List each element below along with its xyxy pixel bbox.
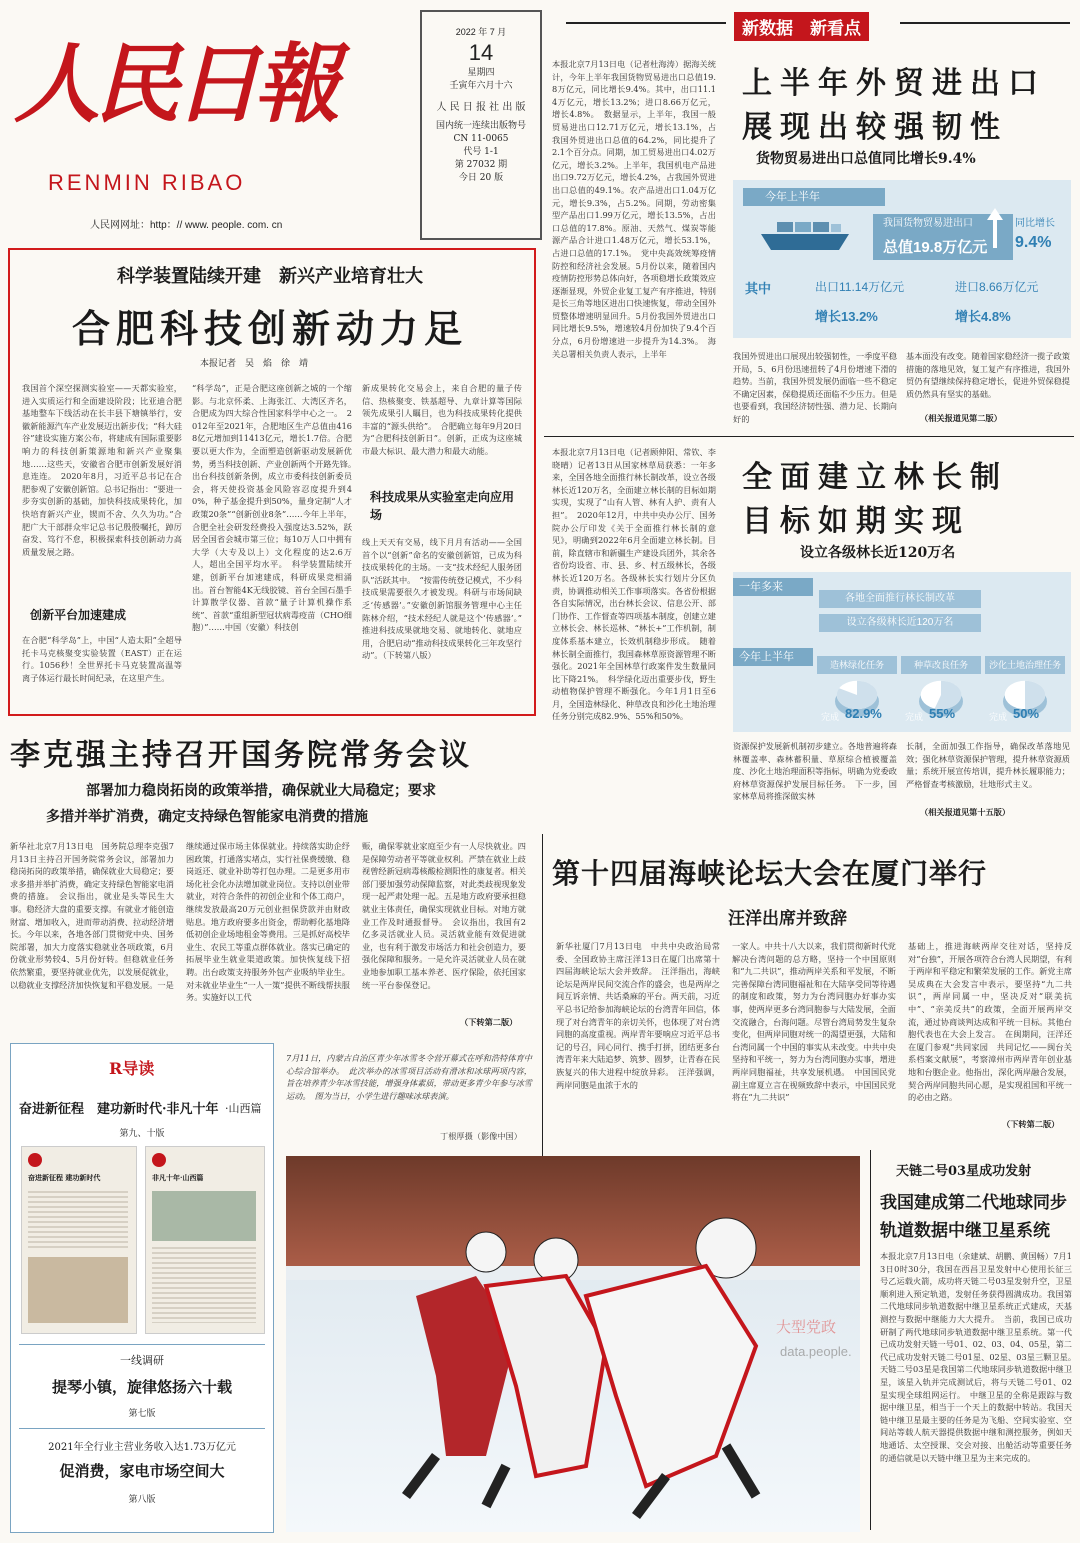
trade-growth-value: 9.4% [1015, 234, 1052, 251]
lead-column-3b: 线上天天有交易，线下月月有活动——全国首个以“创新”命名的安徽创新馆，已成为科技成果转化的主场。一支“技术经纪人服务团队”活跃其中。 “按需传统登记模式，不少科技成果需要很久才被发现。科研与市场间缺乏‘传感器’。”安徽创新馆服务管理中心主任陈林介绍，“技术经纪人就是这个‘传感器’。” 推进科技成果就地交易、就地转化、就地应用，合肥启动“推动科技成果转化三年攻坚行动”。（下转第八版） [362, 537, 531, 661]
trade-subhead: 货物贸易进出口总值同比增长9.4% [756, 151, 976, 167]
masthead-logo: 人民日報 [14, 34, 334, 135]
guide-logo: R导读 [109, 1059, 155, 1078]
strait-continued[interactable]: （下转第二版） [1002, 1119, 1060, 1129]
guide-item-3-kicker: 2021年全行业主营业务收入达1.73万亿元 [48, 1442, 236, 1453]
strait-column-2: 一家人。中共十八大以来，我们贯彻新时代党解决台湾问题的总方略，坚持一个中国原则和“九二共识”，推动两岸关系和平发展，不断完善保障台湾同胞福祉和在大陆享受同等待遇的制度和政策，努力为台湾同胞办好事办实事，使两岸更多台湾同胞参与大陆发展，全面交流融合，台海问题。尽管台湾局势发生复杂变化，但两岸同胞对统一的渴望更强，大陆和台湾同属一个中国的事实从未改变。中共中央坚持和平统一，努力为台湾同胞办实事，增进两岸同胞福祉，共享发展机遇。 中国国民党副主席夏立言在视频致辞中表示，中国国民党将在“九二共识” [732, 941, 896, 1103]
forest-column-2: 资源保护发展新机制初步建立。各地普遍将森林覆盖率、森林蓄积量、草原综合植被覆盖度、沙化土地治理面积等指标，明确为党委政府林草资源保护发展目标任务。 下一步，国家林草局将推深做实林 [733, 741, 897, 802]
forest-task-value: 82.9% [845, 706, 882, 721]
forest-info-label-1: 一年多来 [733, 578, 813, 596]
strait-forum-headline[interactable]: 第十四届海峡论坛大会在厦门举行 [552, 857, 988, 890]
state-council-continued[interactable]: （下转第二版） [460, 1017, 518, 1027]
divider [19, 1428, 265, 1429]
thumbnail-photo [28, 1257, 128, 1323]
forest-task-done-label: 完成 [989, 712, 1008, 722]
watermark-text-2: data.people. [780, 1344, 852, 1359]
satellite-kicker: 天链二号03星成功发射 [896, 1164, 1032, 1179]
forest-headline-line1[interactable]: 全面建立林长制 [742, 460, 1008, 495]
cargo-ship-icon [757, 218, 853, 254]
divider [544, 436, 1074, 437]
issue-cn: CN 11-0065 [453, 134, 509, 144]
divider [870, 1150, 871, 1530]
trade-info-label: 今年上半年 [743, 188, 885, 206]
date-weekday: 星期四 [467, 68, 495, 78]
forest-infographic [733, 572, 1071, 732]
forest-task-done-label: 完成 [905, 712, 924, 722]
satellite-body: 本报北京7月13日电（余建斌、胡鹏、黄国畅）7月13日0时30分，我国在西昌卫星发射中心使用长征三号乙运载火箭，成功将天链二号03星发射升空，卫星顺利进入预定轨道，发射任务获得圆满成功。我国第二代地球同步轨道数据中继卫星系统正式建成，天基测控与数据中继能力大大提升。 当前，我国已成功研制了两代地球同步轨道数据中继卫星系统。第一代已成功发射天链一号01、02、03、04、05星，第二代已成功发射天链二号01星、02星、03星三颗卫星。 天链二号03星是我国第二代地球同步轨道数据中继卫星，该星入轨并完成测试后，将与天链二号01、02星实现全球组网运行。 中继卫星的全称是跟踪与数据中继卫星，相当于一个天上的数据中转站。我国天链中继卫星最主要的任务是为飞船、空间实验室、空间站等载人航天器提供数据中继和测控服务，例如天地通话、太空授课、交会对接、出舱活动等重要任务的通信就是以天链中继卫星为主来完成的。 [880, 1251, 1080, 1463]
trade-column-3: 基本面没有改变。随着国家稳经济一揽子政策措施的落地见效，复工复产有序推进，我国外贸仍有望继续保持稳定增长，促进外贸保稳提质仍然具有坚实的基础。 [906, 351, 1070, 399]
state-council-column-3: 赈，确保零就业家庭至少有一人尽快就业。四是保障劳动者平等就业权利。严禁在就业上歧视曾经新冠病毒核酸检测阳性的康复者。相关部门要加强劳动保障监察，对此类歧视现象发现一起严肃处理一起。五是地方政府要承担稳就业主体责任，确保实现就业目标。对地方就业工作及时通报督导。 会议指出，我国有2亿多灵活就业人员。灵活就业能有效促进就业，也有利于激发市场活力和社会创造力，要强化保障和服务。一是允许灵活就业人员在就业地参加职工基本养老、医疗保险，依托国家统一平台参保登记。 [362, 841, 526, 990]
date-lunar: 壬寅年六月十六 [449, 81, 513, 91]
party-emblem-icon [152, 1153, 166, 1167]
strait-column-3: 基础上，推进海峡两岸交往对话，坚持反对“台独”，开展各项符合台湾人民期望，有利于两岸和平稳定和繁荣发展的工作。新党主席吴成典在大会发言中表示，要坚持“九二共识”，两岸同属一中，坚决反对“联美抗中”、“亲美反共”的政策，全面开展两岸交流，通过协商谈判达成和平统一目标。其他台胞代表也在大会上发言。 在闽期间，汪洋还在厦门参观“共同家园 共同记忆——闽台关系档案文献展”，考察漳州市两岸青年创业基地和台胞企业。他指出，深化两岸融合发展，契合两岸同胞共同心愿，是实现祖国和平统一的必由之路。 [908, 941, 1072, 1103]
state-council-headline[interactable]: 李克强主持召开国务院常务会议 [10, 738, 472, 773]
lead-column-2: “科学岛”，正是合肥这座创新之城的一个缩影。与北京怀柔、上海张江、大湾区齐名，合肥成为四大综合性国家科学中心之一。 2012年至2021年，合肥地区生产总值由4168亿元增加到11413亿元，增长1.7倍。合肥要以更大作为，全面塑造创新驱动发展新优势，勇当科技创新、产业创新两个开路先锋。 出台科技创新条例，成立市委科技创新委员会，将天使投资基金风险容忍度提升到40%，种子基金提升到50%，量身定制“人才政策20条”“创新创业8条”……今年上半年，合肥全社会研发经费投入强度达3.52%，跃居全国省会城市第三位；每10万人口中拥有大学（大专及以上）文化程度的达2.6万人，超出全国平均水平。 科学装置陆续开建，创新平台加速建成，科研成果竞相涌出。首台智能4K无线胶镜、首台全国石墨手计算散学仪器、首款“量子计算机操作系统”、首款“重组新型冠状病毒疫苗（CHO细胞）”……中国（安徽）科技创 [192, 383, 361, 633]
watermark-text-1: 大型党政 [776, 1318, 837, 1336]
issue-pages: 今日 20 版 [458, 173, 504, 183]
thumbnail-text-lines [152, 1247, 256, 1323]
forest-task-done-label: 完成 [821, 712, 840, 722]
trade-among-label: 其中 [745, 281, 772, 296]
thumbnail-page-9[interactable] [21, 1146, 137, 1334]
lead-subhead-2: 科技成果从实验室走向应用场 [370, 490, 515, 522]
forest-info-line-1: 各地全面推行林长制改革 [819, 590, 981, 608]
trade-export-value: 出口11.14万亿元 [815, 280, 905, 294]
publisher: 人 民 日 报 社 出 版 [436, 102, 526, 113]
issue-number: 第 27032 期 [454, 160, 508, 170]
trade-import-value: 进口8.66万亿元 [955, 280, 1039, 294]
forest-info-label-2: 今年上半年 [733, 648, 813, 666]
forest-subhead: 设立各级林长近120万名 [800, 545, 956, 561]
state-council-subhead-1: 部署加力稳岗拓岗的政策举措，确保就业大局稳定；要求 [86, 783, 436, 799]
lead-column-1a: 我国首个深空探测实验室——天都实验室，进入实质运行和全面建设阶段；比亚迪合肥基地整车下线活动在长丰县下塘镇举行，安徽新能源汽车产业发展迈出新步伐；“科大硅谷”建设实施方案公布，将建成有国际重要影响力的科技创新策源地和新兴产业聚集地……这些天，安徽省合肥市创新发展好消息连连。 2020年8月，习近平总书记在合肥参观了安徽创新馆。总书记指出：“要进一步夯实创新的基础，加快科技成果转化，加快培育新兴产业，锲而不舍、久久为功。”合肥广大干部群众牢记总书记殷殷嘱托，踔厉奋发、笃行不怠，积极探索科技创新动力高质量发展之路。 [22, 383, 182, 557]
state-council-column-2: 继续通过保市场主体保就业。持续落实助企纾困政策，打通落实堵点，实行社保费缓缴、稳岗返还、就业补助等打包办理。二是更多用市场化社会化办法增加就业岗位。支持以创业带就业，对符合条件的初创企业和个体工商户，继续发放最高20万元创业担保贷款并由财政贴息。地方政府要多出资金，帮助孵化基地降低初创企业场地租金等费用。三是抓好高校毕业生、农民工等重点群体就业。落实已确定的拓展毕业生就业渠道政策。加快恢复线下招聘。出台政策支持服务外包产业吸纳毕业生。对未就业毕业生“一人一策”提供不断线帮扶服务。实施好以工代 [186, 841, 350, 1003]
lead-byline: 本报记者 吴 焰 徐 靖 [200, 359, 309, 369]
state-council-column-1: 新华社北京7月13日电 国务院总理李克强7月13日主持召开国务院常务会议，部署加力稳岗拓岗的政策举措，确保就业大局稳定；要求多措并举扩消费，确定支持绿色智能家电消费的措施。 会议指出，就业是头等民生大事。稳经济大盘的重要支撑。有就业才能创造财富、增加收入，进而带动消费、拉动经济增长。今年以来，各地各部门贯彻党中央、国务院部署，加大力度落实稳就业各项政策，6月份就业形势较4、5月份好转。但稳就业任务依然繁重，要坚持就业优先，以发展促就业，以稳就业支撑经济加快恢复和平稳发展。一是 [10, 841, 174, 990]
guide-item-1-title[interactable]: 奋进新征程 建功新时代·非凡十年 [19, 1102, 219, 1117]
satellite-headline-line1[interactable]: 我国建成第二代地球同步 [880, 1193, 1067, 1213]
guide-item-3-pages: 第八版 [128, 1495, 156, 1505]
divider [900, 22, 1070, 24]
lead-kicker: 科学装置陆续开建 新兴产业培育壮大 [117, 266, 423, 287]
thumbnail-page-10-title: 非凡十年·山西篇 [152, 1173, 204, 1182]
issue-dai-hao: 代号 1-1 [463, 147, 499, 157]
guide-item-2-title[interactable]: 提琴小镇，旋律悠扬六十载 [51, 1378, 232, 1396]
lead-column-3a: 新成果转化交易会上，来自合肥的量子传信、热核聚变、铁基超导、九章计算等国际领先成果引人瞩目，也为科技成果转化提供丰富的“源头供给”。 合肥确立每年9月20日为“合肥科技创新日”。创新，正成为这座城市最大标识、最大潜力和最大动能。 [362, 383, 522, 456]
thumbnail-text-lines [28, 1191, 128, 1251]
ice-hockey-photo[interactable] [286, 1156, 860, 1532]
forest-column-3: 长制，全面加强工作指导，确保改革落地见效；强化林草资源保护管理，提升林草资源质量；系统开展宣传培训，提升林长履职能力；严格督查考核激励，壮地形式主义。 [906, 741, 1070, 789]
trade-column-2: 我国外贸进出口展现出较强韧性，一季度平稳开局，5、6月份迅速扭转了4月份增速下滑的趋势。当前，我国外贸发展仍面临一些不稳定不确定因素，保稳提质还面临不少压力。但是也要看到，我国经济韧性强、潜力足、长期向好的 [733, 351, 897, 424]
guide-item-1-subtitle: ·山西篇 [225, 1102, 262, 1115]
trade-related-note[interactable]: （相关报道见第二版） [920, 413, 1002, 423]
forest-column-1: 本报北京7月13日电（记者顾伸阳、常钦、李晓晴）记者13日从国家林草局获悉：一年多来，全国各地全面推行林长制改革，设立各级林长近120万名，全面建立林长制的目标如期实现，实现了“山有人管、林有人护、责有人担”。 2020年12月，中共中央办公厅、国务院办公厅印发《关于全面推行林长制的意见》，明确到2022年6月全面建立林长制。目前，除直辖市和新疆生产建设兵团外，其余各省份均设省、市、县、乡、村五级林长，各级林长近120万名。各级林长实行划片分区负责，协调推动相关工作事项落实。各省份根据各自实际情况，出台林长会议、信息公开、部门协作、工作督查等四项基本制度，创建立建立林长会、林长巡林、“林长+”工作机制，制度体系基本建立，长效机制稳步形成。 随着林长制全面推行，我国森林草原资源管理不断强化。2021年全国林草行政案件发生数量同比下降21%。 科学绿化迈出重要步伐，野生动植物保护管理不断强化。今年1月1日至6月，全国造林绿化、种草改良和沙化土地治理任务分别完成82.9%、55%和50%。 [552, 447, 716, 722]
divider [566, 22, 726, 24]
trade-column-1: 本报北京7月13日电（记者杜海涛）据海关统计，今年上半年我国货物贸易进出口总值19.8万亿元，同比增长9.4%。其中，出口11.14万亿元，增长13.2%；进口8.66万亿元，增长4.8%。 数据显示，上半年，我国一般贸易进出口12.71万亿元，增长13.1%，占我国外贸进出口总值的64.2%，同比提升了2.1个百分点。同期，加工贸易进出口4.02万亿元，增长3.2%。上半年，我国机电产品进出口9.72万亿元，增长4.2%，占我国外贸进出口总值的49.1%。农产品进出口1.04万亿元，增长9.3%，占5.2%。同期，劳动密集型产品出口1.99万亿元，增长13.5%，占出口总值的17.8%。原油、天然气、煤炭等能源产品合计进口1.48万亿元，增长53.1%，占进口总值的17.1%。 党中央高效统筹疫情防控和经济社会发展。5月份以来，随着国内疫情防控形势总体向好，各项稳增长政策效应逐渐显现，外贸企业复工复产有序推进，特别是长三角等地区进出口快速恢复，带动全国外贸整体增速明显回升。5月份我国外贸进出口同比增长9.5%，增速较4月份加快了9.4个百分点，6月份增速进一步提升为14.3%。 海关总署相关负责人表示，上半年 [552, 59, 716, 359]
trade-total-label: 我国货物贸易进出口 [883, 218, 973, 229]
trade-export-growth: 增长13.2% [815, 309, 878, 324]
trade-import-growth: 增长4.8% [955, 309, 1011, 324]
forest-related-note[interactable]: （相关报道见第十五版） [920, 807, 1011, 817]
state-council-subhead-2: 多措并举扩消费，确定支持绿色智能家电消费的措施 [46, 809, 368, 825]
party-emblem-icon [28, 1153, 42, 1167]
photo-caption: 7月11日，内蒙古自治区青少年冰雪冬令营开幕式在呼和浩特体育中心综合馆举办。 此次举办的冰雪项目活动有滑冰和冰球两项内容，旨在培养青少年冰雪技能，增强身体素质，带动更多青少年参与冰雪运动。 图为当日，小学生进行趣味冰球表演。 [286, 1053, 532, 1101]
photo-credit: 丁根厚摄（影像中国） [440, 1131, 522, 1141]
forest-task-name: 种草改良任务 [901, 656, 981, 674]
website-line[interactable]: 人民网网址：http：// www. people. com. cn [90, 220, 283, 231]
issue-code-label: 国内统一连续出版物号 [435, 121, 526, 131]
trade-headline-line2[interactable]: 展现出较强韧性 [742, 110, 1008, 145]
lead-subhead-1: 创新平台加速建成 [30, 608, 127, 622]
guide-box [10, 1043, 274, 1533]
date-day: 14 [468, 40, 494, 65]
satellite-headline-line2[interactable]: 轨道数据中继卫星系统 [880, 1221, 1050, 1241]
guide-item-3-title[interactable]: 促消费，家电市场空间大 [59, 1462, 225, 1480]
trade-total-value: 总值19.8万亿元 [883, 239, 988, 256]
forest-info-line-2: 设立各级林长近120万名 [819, 614, 981, 632]
forest-task-value: 50% [1013, 706, 1040, 721]
strait-column-1: 新华社厦门7月13日电 中共中央政治局常委、全国政协主席汪洋13日在厦门出席第十四届海峡论坛大会并致辞。 汪洋指出，海峡论坛是两岸民间交流合作的盛会，也是两岸之间互诉亲情、共话桑麻的平台。两天前，习近平总书记给参加海峡论坛的台湾青年回信，体现了对台湾青年的亲切关怀，也体现了对台湾同胞的高度重视。两岸青年要响应习近平总书记的号召，同心同行、携手打拼，团结更多台湾青年来大陆追梦、筑梦、圆梦，让青春在民族复兴的伟大进程中绽放异彩。 汪洋强调，两岸同胞是血浓于水的 [556, 941, 720, 1090]
forest-task-name: 造林绿化任务 [817, 656, 897, 674]
strait-forum-subhead: 汪洋出席并致辞 [728, 909, 847, 929]
guide-item-2-kicker: 一线调研 [120, 1354, 164, 1367]
section-tag-new-data: 新数据 新看点 [734, 12, 869, 41]
trade-headline-line1[interactable]: 上半年外贸进出口 [742, 66, 1046, 101]
guide-item-1-pages: 第九、十版 [119, 1129, 165, 1139]
date-box [420, 10, 542, 240]
lead-column-1b: 在合肥“科学岛”上，中国“人造太阳”全超导托卡马克核聚变实验装置（EAST）正在运行。1056秒！全世界托卡马克装置高温等离子体运行最长时间纪录，在这里产生。 [22, 635, 182, 683]
lead-headline[interactable]: 合肥科技创新动力足 [71, 306, 468, 351]
thumbnail-page-9-title: 奋进新征程 建功新时代 [28, 1173, 101, 1182]
thumbnail-page-10[interactable] [145, 1146, 265, 1334]
forest-task-value: 55% [929, 706, 956, 721]
date-year-month: 2022 年 7 月 [455, 27, 507, 37]
up-arrow-icon [987, 208, 1003, 248]
trade-infographic [733, 180, 1071, 338]
guide-item-2-pages: 第七版 [128, 1409, 156, 1419]
trade-growth-label: 同比增长 [1015, 218, 1055, 229]
forest-task-name: 沙化土地治理任务 [985, 656, 1065, 674]
divider [19, 1344, 265, 1345]
thumbnail-photo [152, 1191, 256, 1241]
masthead-english-title: RENMIN RIBAO [48, 170, 246, 195]
forest-headline-line2[interactable]: 目标如期实现 [742, 504, 970, 539]
